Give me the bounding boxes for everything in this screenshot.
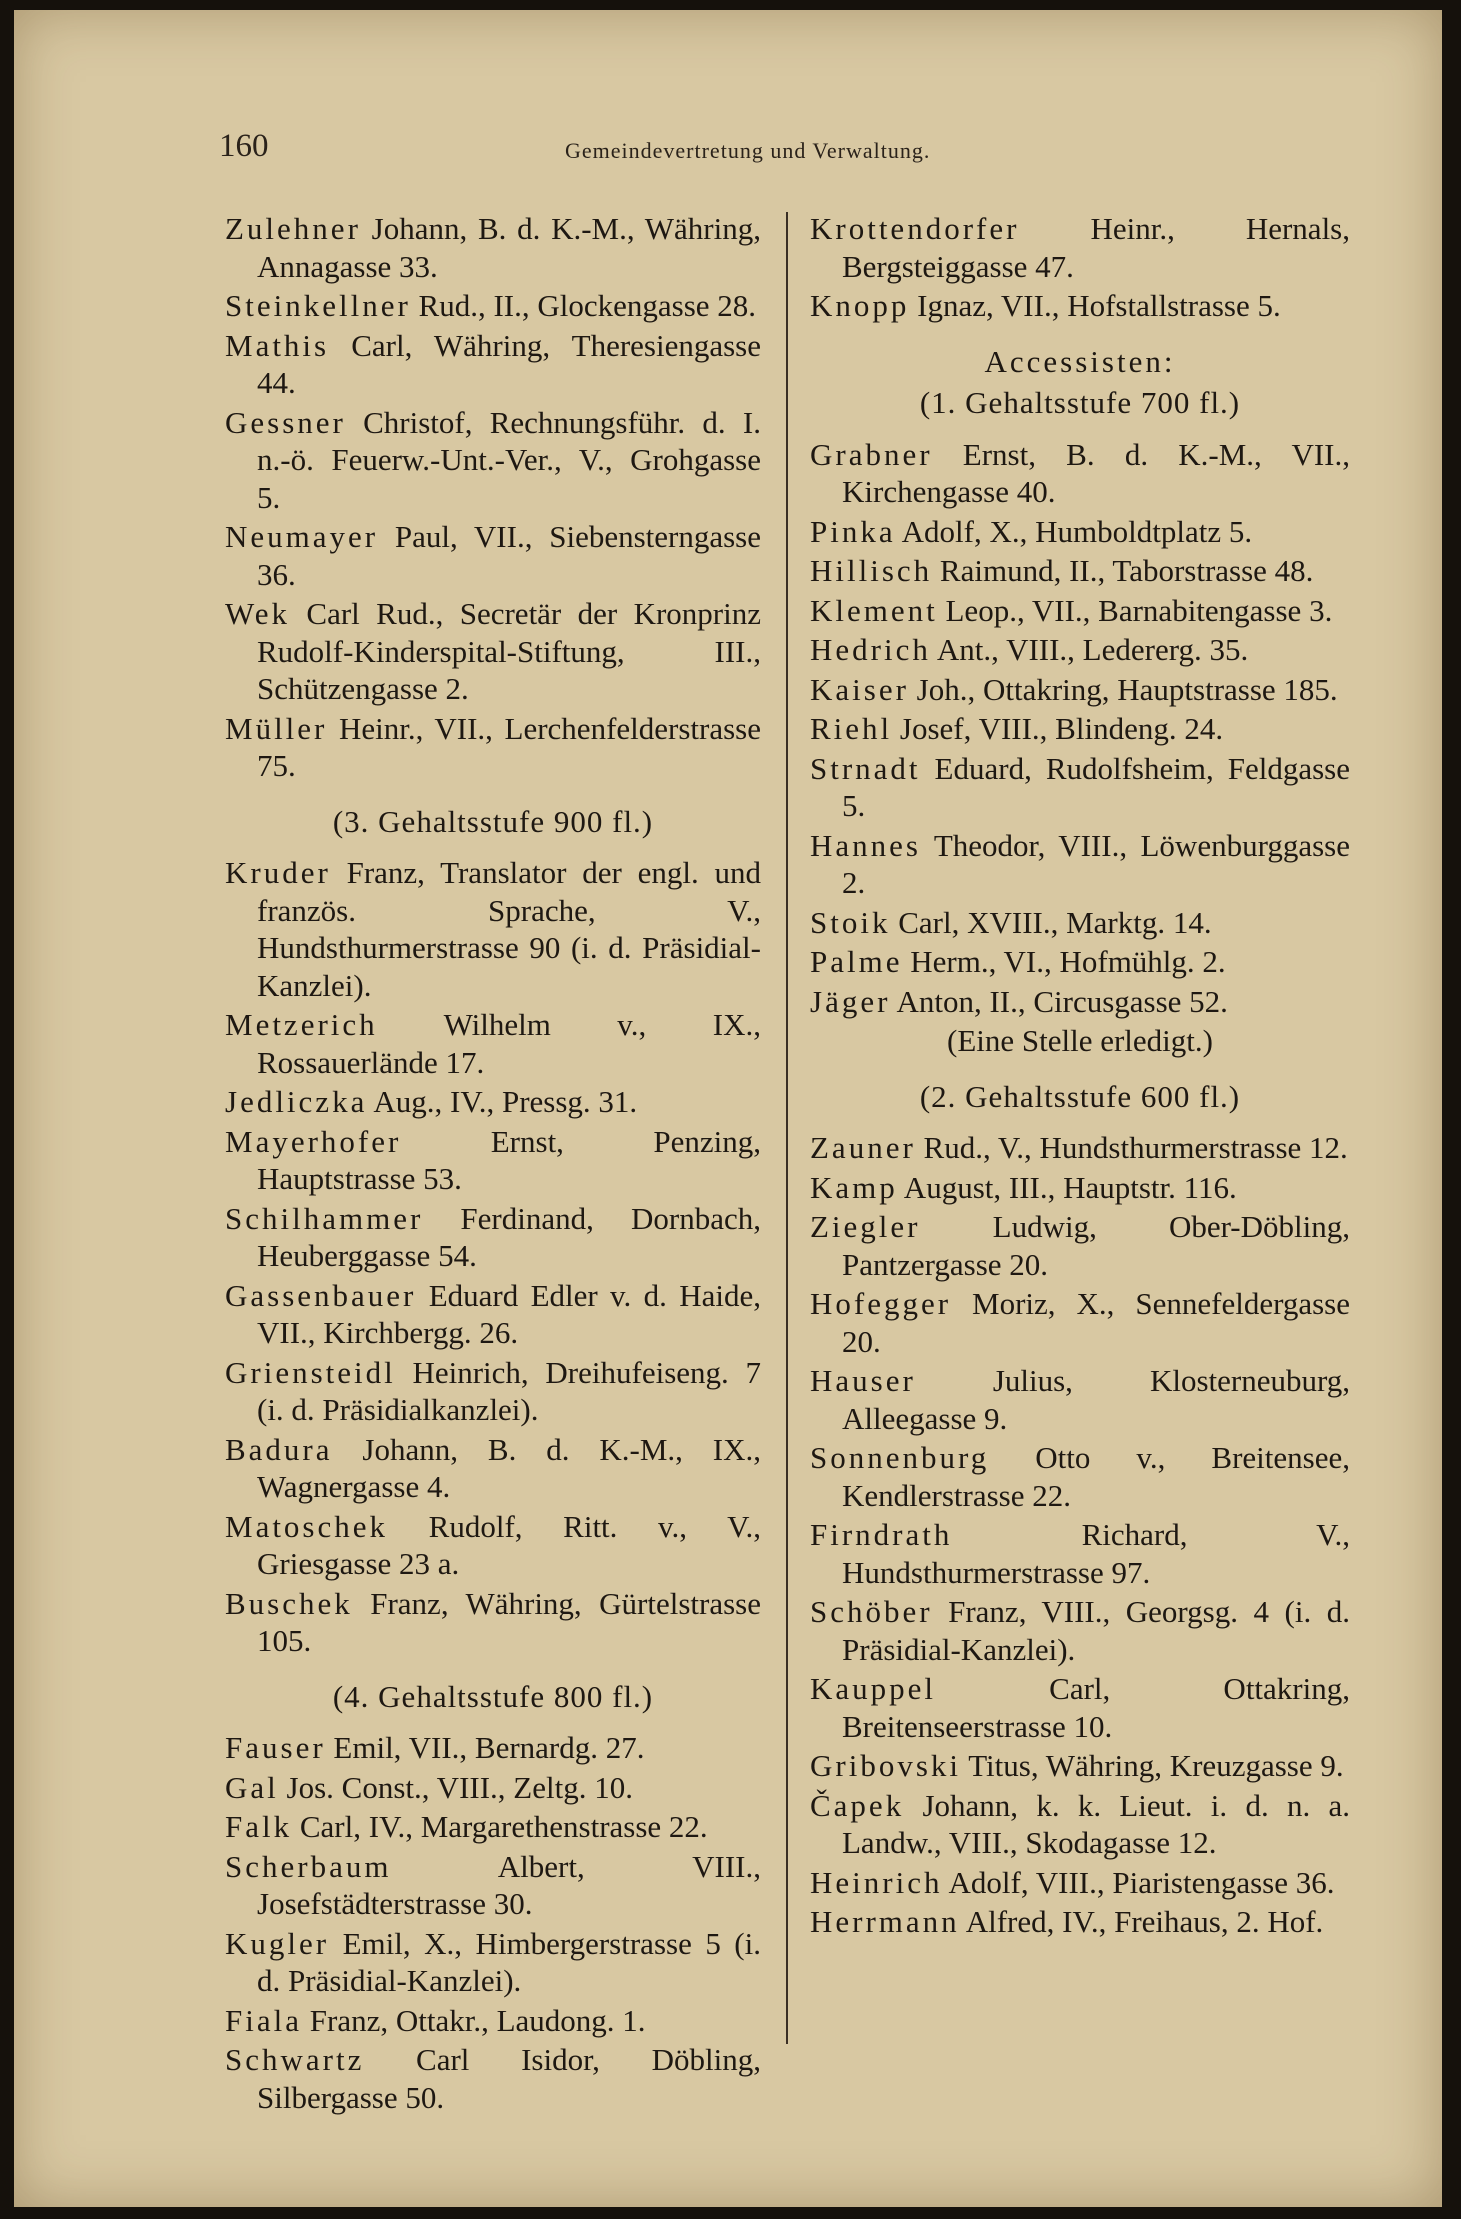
entry-details: Ferdinand, Dornbach, Heuberggasse 54. xyxy=(257,1200,761,1273)
entry-details: Emil, VII., Bernardg. 27. xyxy=(325,1730,645,1765)
directory-entry xyxy=(810,1787,1350,1862)
directory-entry xyxy=(225,404,761,517)
directory-entry xyxy=(810,710,1350,748)
directory-entry xyxy=(810,1285,1350,1360)
directory-entry xyxy=(810,827,1350,902)
directory-entry xyxy=(810,592,1350,630)
directory-entry xyxy=(225,1354,761,1429)
entry-details: Carl, Währing, Theresiengasse 44. xyxy=(257,327,761,400)
directory-entry xyxy=(225,595,761,708)
directory-entry xyxy=(810,1864,1350,1902)
entry-surname: Sonnenburg xyxy=(810,1440,990,1475)
heading-gehaltsstufe-4: (4. Gehaltsstufe 800 fl.) xyxy=(332,1678,654,1714)
note-stelle-erledigt: (Eine Stelle erledigt.) xyxy=(947,1023,1213,1058)
entry-details: Jos. Const., VIII., Zeltg. 10. xyxy=(278,1769,633,1805)
directory-entry xyxy=(810,750,1350,825)
directory-entry xyxy=(225,1808,761,1846)
directory-entry xyxy=(810,1208,1350,1283)
directory-entry xyxy=(810,1439,1350,1514)
entry-details: August, III., Hauptstr. 116. xyxy=(897,1169,1237,1205)
entry-surname: Grabner xyxy=(810,436,933,472)
entry-details: Franz, VIII., Georgsg. 4 (i. d. Präsidial-Kanzlei). xyxy=(842,1594,1350,1667)
directory-entry xyxy=(225,1277,761,1352)
entry-surname: Krottendorfer xyxy=(810,211,1020,246)
entry-surname: Badura xyxy=(225,1431,333,1467)
entry-surname: Jedliczka xyxy=(225,1084,368,1119)
directory-entry xyxy=(225,1123,761,1198)
directory-entry xyxy=(810,1169,1350,1207)
entry-details: Julius, Klosterneuburg, Alleegasse 9. xyxy=(842,1363,1350,1436)
right-entries-2 xyxy=(810,1129,1350,1941)
entry-surname: Herrmann xyxy=(810,1904,960,1939)
right-column xyxy=(810,210,1350,1943)
entry-surname: Čapek xyxy=(810,1787,905,1823)
entry-details: Franz, Ottakr., Laudong. 1. xyxy=(302,2002,646,2038)
entry-details: Carl, Ottakring, Breitenseerstrasse 10. xyxy=(842,1671,1350,1744)
entry-details: Carl Isidor, Döbling, Silbergasse 50. xyxy=(257,2042,761,2115)
directory-entry xyxy=(810,287,1350,325)
directory-entry xyxy=(810,1516,1350,1591)
entry-details: Carl, IV., Margarethenstrasse 22. xyxy=(292,1809,708,1844)
entry-details: Carl Rud., Secretär der Kronprinz Rudolf-Kinderspital-Stiftung, III., Schützengasse 2. xyxy=(257,596,761,706)
entry-details: Wilhelm v., IX., Rossauerlände 17. xyxy=(257,1007,761,1080)
left-entries-3 xyxy=(225,854,761,1660)
entry-surname: Griensteidl xyxy=(225,1354,396,1390)
entry-details: Ant., VIII., Ledererg. 35. xyxy=(930,632,1249,667)
entry-surname: Klement xyxy=(810,592,938,628)
entry-details: Aug., IV., Pressg. 31. xyxy=(367,1084,638,1119)
entry-surname: Hofegger xyxy=(810,1286,952,1321)
entry-surname: Kamp xyxy=(810,1169,898,1205)
entry-surname: Heinrich xyxy=(810,1864,943,1900)
directory-entry xyxy=(810,983,1350,1021)
entry-details: Otto v., Breitensee, Kendlerstrasse 22. xyxy=(842,1440,1350,1513)
entry-details: Heinr., Hernals, Bergsteiggasse 47. xyxy=(842,211,1350,284)
entry-details: Ernst, Penzing, Hauptstrasse 53. xyxy=(257,1123,761,1196)
entry-details: Titus, Währing, Kreuzgasse 9. xyxy=(961,1748,1344,1783)
directory-entry xyxy=(810,436,1350,511)
directory-entry xyxy=(225,1083,761,1121)
directory-entry xyxy=(225,1729,761,1767)
entry-details: Rudolf, Ritt. v., V., Griesgasse 23 a. xyxy=(257,1508,761,1581)
column-divider xyxy=(786,212,788,2044)
entry-details: Heinrich, Dreihufeiseng. 7 (i. d. Präsidialkanzlei). xyxy=(257,1354,761,1427)
entry-surname: Matoschek xyxy=(225,1508,389,1544)
entry-details: Ernst, B. d. K.-M., VII., Kirchengasse 40. xyxy=(842,436,1350,509)
entry-surname: Knopp xyxy=(810,288,910,323)
directory-entry xyxy=(225,1200,761,1275)
directory-entry xyxy=(810,671,1350,709)
entry-surname: Müller xyxy=(225,710,328,746)
heading-gehaltsstufe-2: (2. Gehaltsstufe 600 fl.) xyxy=(919,1078,1241,1114)
heading-gehaltsstufe-3: (3. Gehaltsstufe 900 fl.) xyxy=(332,803,654,839)
entry-details: Johann, B. d. K.-M., IX., Wagnergasse 4. xyxy=(257,1431,761,1504)
entry-details: Richard, V., Hundsthurmerstrasse 97. xyxy=(842,1517,1350,1590)
heading-gehaltsstufe-1: (1. Gehaltsstufe 700 fl.) xyxy=(919,385,1241,420)
directory-entry xyxy=(225,1925,761,2000)
directory-entry xyxy=(810,210,1350,285)
entry-surname: Palme xyxy=(810,944,903,979)
entry-details: Moriz, X., Sennefeldergasse 20. xyxy=(842,1286,1350,1359)
entry-details: Ignaz, VII., Hofstallstrasse 5. xyxy=(909,288,1281,323)
entry-details: Franz, Translator der engl. und französ. Sprache, V., Hundsthurmerstrasse 90 (i. d. Präsidial-Kanzlei). xyxy=(257,855,761,1003)
entry-surname: Hannes xyxy=(810,827,921,863)
entry-surname: Wek xyxy=(225,596,291,631)
directory-entry xyxy=(225,287,761,325)
directory-entry xyxy=(810,943,1350,981)
directory-entry xyxy=(810,1670,1350,1745)
directory-entry xyxy=(225,2041,761,2116)
directory-entry xyxy=(225,2002,761,2040)
left-entries-top xyxy=(225,210,761,785)
left-entries-4 xyxy=(225,1729,761,2116)
entry-details: Albert, VIII., Josefstädterstrasse 30. xyxy=(257,1848,761,1921)
directory-entry xyxy=(810,904,1350,942)
entry-surname: Zauner xyxy=(810,1130,916,1165)
directory-entry xyxy=(225,210,761,285)
left-column xyxy=(225,210,761,2118)
directory-entry xyxy=(810,1593,1350,1668)
entry-surname: Hauser xyxy=(810,1363,916,1398)
entry-surname: Jäger xyxy=(810,983,891,1019)
entry-details: Eduard, Rudolfsheim, Feldgasse 5. xyxy=(842,750,1350,823)
directory-entry xyxy=(810,552,1350,590)
entry-details: Carl, XVIII., Marktg. 14. xyxy=(890,904,1212,940)
directory-entry xyxy=(810,631,1350,669)
entry-surname: Buschek xyxy=(225,1585,353,1621)
directory-entry xyxy=(810,1747,1350,1785)
entry-surname: Gal xyxy=(225,1769,279,1805)
directory-entry xyxy=(225,327,761,402)
entry-surname: Schilhammer xyxy=(225,1200,424,1236)
entry-surname: Firndrath xyxy=(810,1517,953,1552)
entry-surname: Pinka xyxy=(810,513,896,549)
right-entries-top xyxy=(810,210,1350,325)
entry-surname: Fauser xyxy=(225,1730,326,1765)
entry-surname: Mayerhofer xyxy=(225,1123,402,1159)
entry-details: Anton, II., Circusgasse 52. xyxy=(890,983,1228,1019)
entry-details: Adolf, VIII., Piaristengasse 36. xyxy=(942,1864,1335,1900)
entry-surname: Gassenbauer xyxy=(225,1277,417,1313)
entry-surname: Zulehner xyxy=(225,211,361,246)
entry-surname: Gessner xyxy=(225,404,346,440)
entry-surname: Kauppel xyxy=(810,1671,937,1706)
entry-details: Franz, Währing, Gürtelstrasse 105. xyxy=(257,1585,761,1658)
entry-surname: Schwartz xyxy=(225,2042,365,2077)
entry-details: Herm., VI., Hofmühlg. 2. xyxy=(902,944,1226,979)
right-entries-1 xyxy=(810,436,1350,1021)
entry-surname: Neumayer xyxy=(225,519,379,554)
entry-surname: Fiala xyxy=(225,2002,302,2038)
page-number: 160 xyxy=(219,128,269,164)
entry-surname: Gribovski xyxy=(810,1748,961,1783)
entry-details: Christof, Rechnungsführ. d. I. n.-ö. Feuerw.-Unt.-Ver., V., Grohgasse 5. xyxy=(257,404,761,515)
entry-surname: Stoik xyxy=(810,904,891,940)
heading-accessisten: Accessisten: xyxy=(984,343,1176,379)
entry-details: Eduard Edler v. d. Haide, VII., Kirchbergg. 26. xyxy=(257,1277,761,1350)
entry-surname: Falk xyxy=(225,1809,293,1844)
entry-details: Emil, X., Himbergerstrasse 5 (i. d. Präsidial-Kanzlei). xyxy=(257,1925,761,1998)
entry-details: Alfred, IV., Freihaus, 2. Hof. xyxy=(959,1904,1324,1939)
entry-surname: Steinkellner xyxy=(225,288,411,323)
directory-entry xyxy=(225,1508,761,1583)
entry-surname: Riehl xyxy=(810,711,893,746)
entry-details: Theodor, VIII., Löwenburggasse 2. xyxy=(842,827,1350,900)
entry-details: Rud., II., Glockengasse 28. xyxy=(410,288,757,323)
entry-details: Joh., Ottakring, Hauptstrasse 185. xyxy=(908,671,1338,707)
directory-entry xyxy=(810,513,1350,551)
entry-surname: Kaiser xyxy=(810,671,909,707)
entry-details: Raimund, II., Taborstrasse 48. xyxy=(932,553,1314,588)
entry-surname: Mathis xyxy=(225,327,330,363)
entry-surname: Strnadt xyxy=(810,750,921,786)
entry-details: Josef, VIII., Blindeng. 24. xyxy=(892,711,1224,746)
directory-entry xyxy=(810,1362,1350,1437)
directory-entry xyxy=(225,1848,761,1923)
entry-details: Rud., V., Hundsthurmerstrasse 12. xyxy=(915,1130,1348,1165)
entry-surname: Metzerich xyxy=(225,1007,378,1042)
entry-surname: Kugler xyxy=(225,1925,330,1961)
directory-entry xyxy=(225,518,761,593)
entry-details: Leop., VII., Barnabitengasse 3. xyxy=(937,592,1333,628)
directory-entry xyxy=(225,1585,761,1660)
entry-surname: Ziegler xyxy=(810,1209,921,1244)
entry-surname: Schöber xyxy=(810,1594,933,1629)
entry-details: Johann, B. d. K.-M., Währing, Annagasse 33. xyxy=(257,211,761,284)
entry-details: Paul, VII., Siebensterngasse 36. xyxy=(257,519,761,592)
directory-entry xyxy=(225,1431,761,1506)
entry-details: Heinr., VII., Lerchenfelderstrasse 75. xyxy=(257,710,761,783)
entry-details: Johann, k. k. Lieut. i. d. n. a. Landw., VIII., Skodagasse 12. xyxy=(842,1787,1350,1860)
directory-entry xyxy=(225,710,761,785)
directory-entry xyxy=(225,1769,761,1807)
entry-surname: Kruder xyxy=(225,855,331,890)
directory-entry xyxy=(225,854,761,1004)
entry-surname: Hedrich xyxy=(810,632,931,667)
directory-entry xyxy=(810,1903,1350,1941)
directory-entry xyxy=(810,1129,1350,1167)
entry-surname: Hillisch xyxy=(810,553,933,588)
directory-entry xyxy=(225,1006,761,1081)
running-title: Gemeindevertretung und Verwaltung. xyxy=(565,138,931,163)
entry-details: Ludwig, Ober-Döbling, Pantzergasse 20. xyxy=(842,1209,1350,1282)
entry-surname: Scherbaum xyxy=(225,1848,392,1884)
entry-details: Adolf, X., Humboldtplatz 5. xyxy=(895,513,1253,549)
